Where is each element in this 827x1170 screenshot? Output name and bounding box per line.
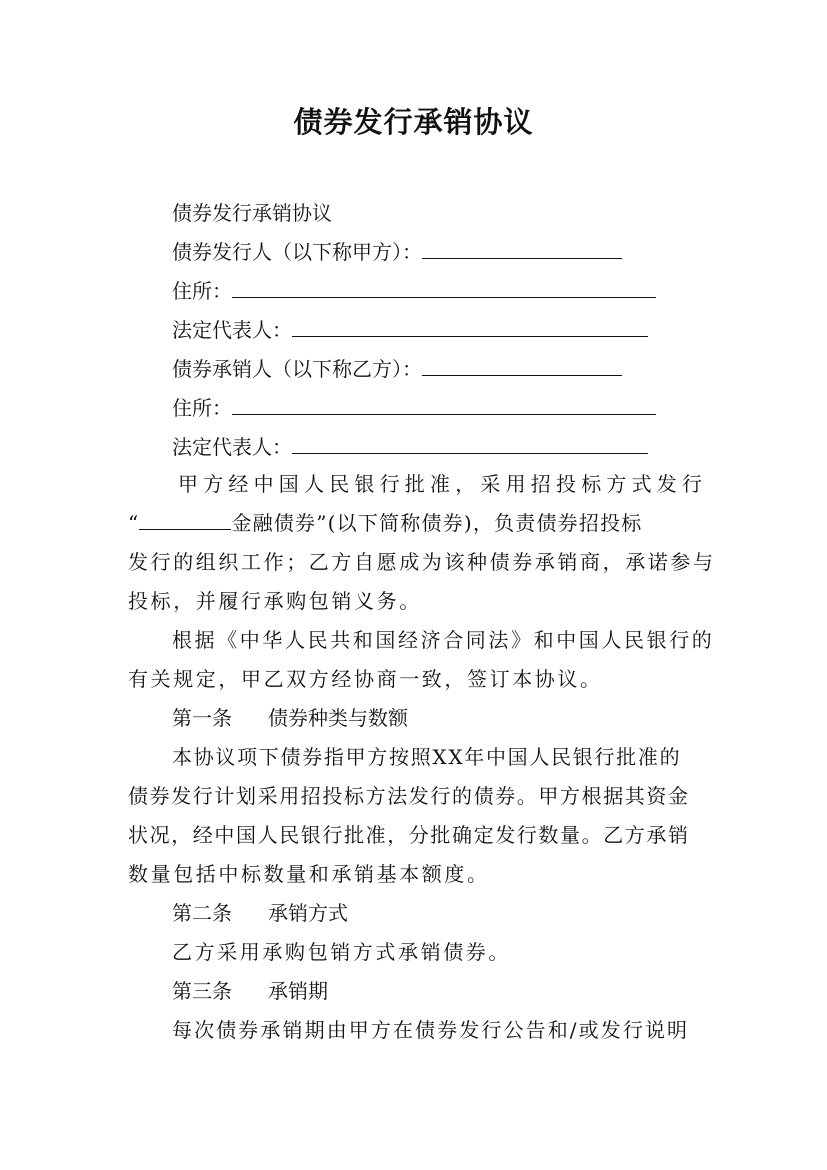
article2-number: 第二条 [172,901,232,925]
underwriter-blank [422,357,622,376]
article2-line1: 乙方采用承购包销方式承销债券。 [172,940,511,964]
underwriter-address-blank [232,396,656,415]
para1-line3: 发行的组织工作；乙方自愿成为该种债券承销商，承诺参与 [128,550,716,574]
issuer-rep-blank [292,318,648,337]
article1-heading-line [172,706,408,730]
issuer-address-blank [232,279,656,298]
article1-line2: 债券发行计划采用招投标方法发行的债券。甲方根据其资金 [128,784,690,808]
bond-name-blank [139,511,231,530]
issuer-address-line [172,279,656,303]
article2-heading-line [172,901,348,925]
issuer-address-label: 住所： [172,279,232,303]
para1-line1: 甲方经中国人民银行批准，采用招投标方式发行 [178,472,708,496]
underwriter-rep-blank [292,435,648,454]
article1-number: 第一条 [172,706,232,730]
article3-number: 第三条 [172,979,232,1003]
article2-heading: 承销方式 [268,901,348,925]
para2-line2: 有关规定，甲乙双方经协商一致，签订本协议。 [128,667,603,691]
doc-name-line [172,201,332,225]
para1-line4: 投标，并履行承购包销义务。 [128,589,422,613]
article3-line1: 每次债券承销期由甲方在债券发行公告和/或发行说明 [172,1018,690,1042]
underwriter-rep-line [172,435,648,459]
article1-line4: 数量包括中标数量和承销基本额度。 [128,862,490,886]
article1-heading: 债券种类与数额 [268,706,408,730]
para2-line1: 根据《中华人民共和国经济合同法》和中国人民银行的 [172,628,715,652]
underwriter-address-line [172,396,656,420]
document-title: 债券发行承销协议 [293,105,534,139]
underwriter-address-label: 住所： [172,396,232,420]
issuer-rep-line [172,318,648,342]
issuer-label: 债券发行人（以下称甲方）： [172,240,422,264]
underwriter-line [172,357,622,381]
para1-line2-text: 金融债券”(以下简称债券)，负责债券招投标 [231,511,643,535]
underwriter-label: 债券承销人（以下称乙方）： [172,357,422,381]
doc-name-text: 债券发行承销协议 [172,201,332,225]
issuer-rep-label: 法定代表人： [172,318,292,342]
article1-line1: 本协议项下债券指甲方按照XX年中国人民银行批准的 [172,745,682,769]
article3-heading: 承销期 [268,979,328,1003]
issuer-blank [422,240,622,259]
article1-line3: 状况，经中国人民银行批准，分批确定发行数量。乙方承销 [128,823,690,847]
para1-open-quote: “ [128,511,140,535]
underwriter-rep-label: 法定代表人： [172,435,292,459]
issuer-line [172,240,622,264]
para1-line2 [128,511,642,535]
article3-heading-line [172,979,328,1003]
